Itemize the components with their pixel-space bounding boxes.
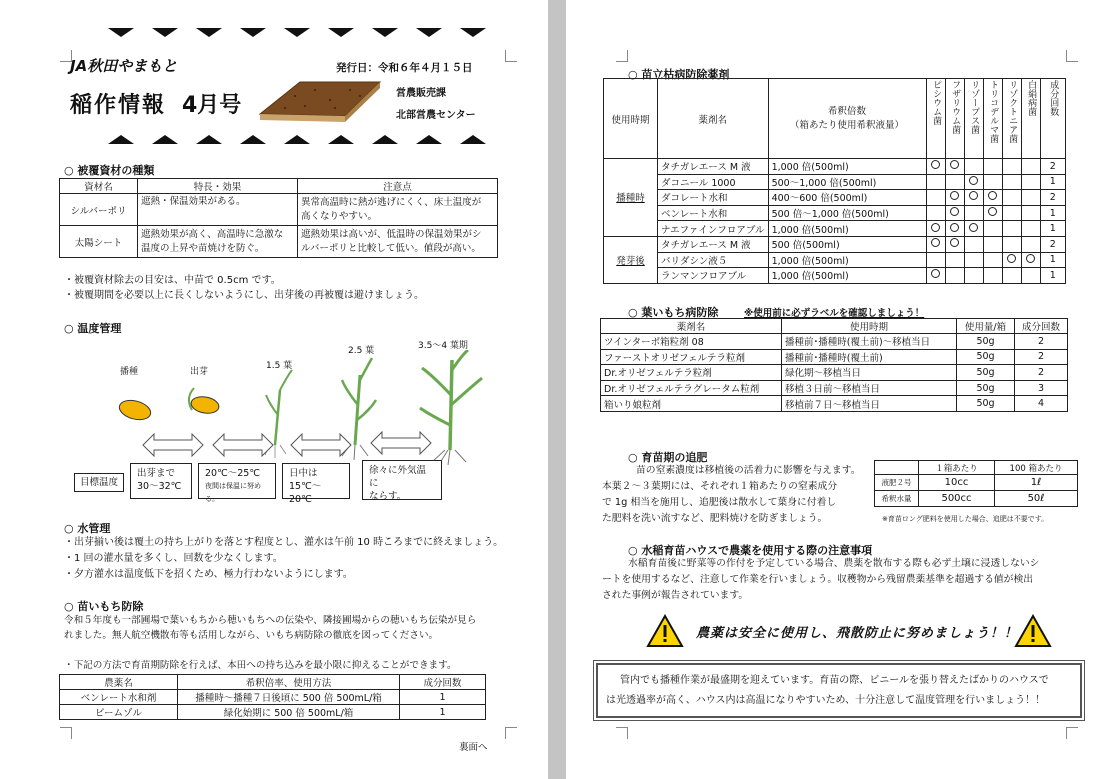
table-row: 太陽シート 遮熱効果が高く、高温時に急激な 温度の上昇や苗焼けを防ぐ。 遮熱効果は高いが、低温時の保温効果がシ ルバーポリと比較して低い。値段が高い。 bbox=[60, 226, 498, 258]
dept-sales: 営農販売課 bbox=[396, 88, 446, 99]
topdress-table: １箱あたり 100 箱あたり 液肥２号 10cc 1ℓ 希釈水量 500cc 50ℓ bbox=[874, 460, 1078, 507]
bottom-notice: 管内でも播種作業が最盛期を迎えています。育苗の際、ビニールを張り替えたばかりのハウスで は光透過率が高く、ハウス内は高温になりやすいため、十分注意して温度管理を行いましょう！！ bbox=[596, 663, 1082, 718]
page-front bbox=[0, 0, 548, 779]
label-warning: ※使用前に必ずラベルを確認しましょう！ bbox=[744, 308, 925, 319]
table-row: シルバーポリ 遮熱・保温効果がある。 異常高温時に熱が逃げにくく、床土温度が 高くなりやすい。 bbox=[60, 194, 498, 226]
target-temp-label: 目標温度 bbox=[74, 473, 124, 492]
section-heading-topdress: ○ 育苗期の追肥 bbox=[628, 451, 708, 464]
efficacy-mark bbox=[969, 223, 978, 232]
efficacy-mark bbox=[988, 191, 997, 200]
table-header: 注意点 bbox=[298, 179, 498, 194]
crop-mark bbox=[616, 727, 628, 739]
section-heading-house: ○ 水稲育苗ハウスで農薬を使用する際の注意事項 bbox=[628, 544, 873, 557]
table-row: ダコニール 1000 500〜1,000 倍(500ml) 1 bbox=[604, 174, 1066, 190]
efficacy-mark bbox=[950, 223, 959, 232]
efficacy-mark bbox=[931, 223, 940, 232]
section-heading-temperature: ○ 温度管理 bbox=[64, 322, 122, 335]
target-temp-box: 出芽まで 30〜32℃ bbox=[130, 463, 192, 499]
section-heading-leaf-blast: ○ 葉いもち病防除 bbox=[628, 306, 719, 319]
table-row: ツインターボ箱粒剤 08 播種前･播種時(覆土前)〜移植当日 50g 2 bbox=[601, 334, 1068, 350]
water-line: ・夕方灌水は温度低下を招くため、極力行わないようにします。 bbox=[64, 569, 353, 580]
section-heading-seedling-blast: ○ 苗いもち防除 bbox=[64, 600, 144, 613]
covering-note: ・被覆期間を必要以上に長くしないようにし、出芽後の再被覆は避けましょう。 bbox=[64, 290, 424, 301]
efficacy-mark bbox=[950, 238, 959, 247]
section-heading-covering: ○ 被覆資材の種類 bbox=[64, 164, 155, 177]
table-row: Dr.オリゼフェルテラグレータム粒剤 移植３日前〜移植当日 50g 3 bbox=[601, 380, 1068, 396]
table-row: 箱いり娘粒剤 移植前７日〜移植当日 50g 4 bbox=[601, 396, 1068, 412]
efficacy-mark bbox=[931, 160, 940, 169]
water-line: ・1 回の灌水量を多くし、回数を少なくします。 bbox=[64, 553, 283, 564]
table-row: 液肥２号 10cc 1ℓ bbox=[875, 475, 1078, 491]
target-temp-box: 日中は 15℃〜20℃ bbox=[282, 463, 350, 499]
header-border-bottom bbox=[108, 135, 486, 145]
stage-label: 2.5 葉 bbox=[348, 346, 375, 356]
table-row: ベンレート水和剤 播種時〜播種７日後頃に 500 倍 500mL/箱 1 bbox=[60, 690, 486, 705]
header-border-top bbox=[108, 28, 486, 38]
covering-table bbox=[59, 178, 498, 258]
growth-arrow bbox=[290, 433, 352, 457]
efficacy-mark bbox=[969, 176, 978, 185]
crop-mark bbox=[1066, 50, 1078, 62]
timing-cell: 播種時 bbox=[604, 159, 658, 237]
covering-note: ・被覆資材除去の目安は、中苗で 0.5cm です。 bbox=[64, 275, 281, 286]
table-row: 発芽後 タチガレエース M 液 500 倍(500ml) 2 bbox=[604, 236, 1066, 252]
next-page-note: 裏面へ bbox=[459, 742, 488, 753]
caution-message: 農薬は安全に使用し、飛散防止に努めましょう！！ bbox=[696, 626, 1019, 641]
dept-center: 北部営農センター bbox=[396, 110, 476, 121]
efficacy-mark bbox=[1007, 254, 1016, 263]
table-row: バリダシン液５ 1,000 倍(500ml) 1 bbox=[604, 252, 1066, 268]
warning-icon bbox=[646, 614, 684, 648]
blast-line: 令和５年度も一部圃場で葉いもちから穂いもちへの伝染や、隣接圃場からの穂いもち伝染が見ら bbox=[64, 615, 477, 626]
efficacy-mark bbox=[988, 207, 997, 216]
topdress-note: ※育苗ロング肥料を使用した場合、追肥は不要です。 bbox=[882, 515, 1049, 523]
efficacy-mark bbox=[950, 207, 959, 216]
seedling-tray-illustration bbox=[255, 76, 385, 126]
blast-line: れました。無人航空機散布等も活用しながら、いもち病防除の徹底を図ってください。 bbox=[64, 630, 439, 641]
crop-mark bbox=[505, 50, 517, 62]
crop-mark bbox=[616, 50, 628, 62]
issue-label: 4月号 bbox=[182, 93, 242, 118]
table-row: Dr.オリゼフェルテラ粒剤 緑化期〜移植当日 50g 2 bbox=[601, 365, 1068, 381]
blast-note: ・下記の方法で育苗期防除を行えば、本田への持ち込みを最小限に抑えることができます。 bbox=[64, 660, 457, 671]
efficacy-mark bbox=[950, 191, 959, 200]
efficacy-mark bbox=[969, 191, 978, 200]
stage-label: 3.5〜4 葉期 bbox=[418, 341, 468, 351]
table-row: ナエファインフロアブル 1,000 倍(500ml) 1 bbox=[604, 221, 1066, 237]
growth-arrow bbox=[370, 431, 432, 455]
stage-label: 1.5 葉 bbox=[266, 361, 293, 371]
crop-mark bbox=[1066, 727, 1078, 739]
org-name: JA秋田やまもと bbox=[70, 57, 178, 75]
seedling-blast-table: 農薬名 希釈倍率、使用方法 成分回数 ベンレート水和剤 播種時〜播種７日後頃に 500 倍 500mL/箱 1 ビームゾル 緑化始期に 500 倍 500mL/箱 1 bbox=[59, 674, 486, 720]
crop-mark bbox=[60, 727, 72, 739]
damping-off-table: 使用時期 薬剤名 希釈倍数 （箱あたり使用希釈液量） ピシウム菌 フザリウム菌 リゾープス菌 トリコデルマ菌 リゾクトニア菌 白絹病菌 成分回数 播種時 タチガレエース M 液 1,000 倍(500ml) 2 ダコニール 1000 500〜1,000 倍(500ml) 1 ダコレート水和 400〜600 倍(500ml) 2 ベンレート水和 500 倍〜1,000 倍(500ml) 1 ナエファインフロアブル 1,000 倍(500ml) 1 発芽後 タチガレエース M 液 500 倍(500ml) 2 バリダシン液５ 1,000 倍(500ml) 1 ランマンフロアブル 1,000 倍(500ml) 1 bbox=[603, 78, 1066, 284]
efficacy-mark bbox=[950, 160, 959, 169]
leaf-blast-table: 薬剤名 使用時期 使用量/箱 成分回数 ツインターボ箱粒剤 08 播種前･播種時(覆土前)〜移植当日 50g 2 ファーストオリゼフェルテラ粒剤 播種前･播種時(覆土前) 50g 2 Dr.オリゼフェルテラ粒剤 緑化期〜移植当日 50g 2 Dr.オリゼフェルテラグレータム粒剤 移植３日前〜移植当日 50g 3 箱いり娘粒剤 移植前７日〜移植当日 50g 4 bbox=[600, 318, 1068, 412]
table-row: ベンレート水和 500 倍〜1,000 倍(500ml) 1 bbox=[604, 205, 1066, 221]
newsletter-title: 稲作情報 bbox=[70, 93, 167, 118]
warning-icon bbox=[1014, 614, 1052, 648]
growth-arrow bbox=[212, 433, 274, 457]
table-row: 希釈水量 500cc 50ℓ bbox=[875, 491, 1078, 507]
table-row: ランマンフロアブル 1,000 倍(500ml) 1 bbox=[604, 268, 1066, 284]
page-back: ○ 苗立枯病防除薬剤 使用時期 薬剤名 希釈倍数 （箱あたり使用希釈液量） ピシウム菌 フザリウム菌 リゾープス菌 トリコデルマ菌 リゾクトニア菌 白絹病菌 成分回数 播種時 タチガレエース M 液 1,000 倍(500ml) 2 ダコニール 1000 500〜1,000 倍(500ml) 1 ダコレート水和 400〜600 倍(500ml) 2 ベンレート水和 500 倍〜1,000 倍(500ml) 1 ナエファインフロアブル 1,000 倍(500ml) 1 発芽後 タチガレエース M 液 500 倍(500ml) 2 バリダシン液５ 1,000 倍(500ml) 1 ランマンフロアブル 1,000 倍(500ml) 1 ○ 葉いもち病防除 ※使用前に必ずラベルを確認しましょう！ 薬剤名 使用時期 使用量/箱 成分回数 ツインターボ箱粒剤 08 播種前･播種時(覆土前)〜移植当日 50g 2 ファーストオリゼフェルテラ粒剤 播種前･播種時(覆土前) 50g 2 Dr.オリゼフェルテラ粒剤 緑化期〜移植当日 50g 2 Dr.オリゼフェルテラグレータム粒剤 移植３日前〜移植当日 50g 3 箱いり娘粒剤 移植前７日〜移植当日 50g 4 ○ 育苗期の追肥 苗の窒素濃度は移植後の活着力に影響を与えます。 本葉２〜３葉期には、それぞれ１箱あたりの窒素成分 で 1g 相当を施用し、追肥後は散水して葉身に付着し た肥料を洗い流すなど、肥料焼けを防ぎましょう。 １箱あたり 100 箱あたり 液肥２号 10cc 1ℓ 希釈水量 500cc 50ℓ ※育苗ロング肥料を使用した場合、追肥は不要です。 ○ 水稲育苗ハウスで農薬を使用する際の注意事項 水稲育苗後に野菜等の作付を予定している場合、農薬を散布する際も必ず土壌に浸透しないシ ートを使用するなど、注意して作業を行いましょう。収穫物から残留農薬基準を超過する値が検出 された事例が報告されています。 農薬は安全に使用し、飛散防止に努めましょう！！ 管内でも播種作業が最盛期を迎えています。育苗の際、ビニールを張り替えたばかりのハウスで は光透過率が高く、ハウス内は高温になりやすいため、十分注意して温度管理を行いましょう！！ bbox=[566, 0, 1116, 779]
table-row: ダコレート水和 400〜600 倍(500ml) 2 bbox=[604, 190, 1066, 206]
section-heading-damping-off: ○ 苗立枯病防除薬剤 bbox=[628, 68, 730, 81]
target-temp-box: 徐々に外気温に ならす。 bbox=[362, 460, 442, 500]
crop-mark bbox=[505, 727, 517, 739]
water-line: ・出芽揃い後は覆土の持ち上がりを落とす程度とし、灌水は午前 10 時ころまでに終えましょう。 bbox=[64, 537, 504, 548]
target-temp-box: 20℃〜25℃ 夜間は保温に努める。 bbox=[198, 463, 276, 499]
efficacy-mark bbox=[931, 269, 940, 278]
growth-arrow bbox=[142, 433, 204, 457]
table-header: 特長・効果 bbox=[138, 179, 298, 194]
efficacy-mark bbox=[1026, 254, 1035, 263]
issue-date: 発行日：令和６年４月１５日 bbox=[336, 62, 473, 74]
timing-cell: 発芽後 bbox=[604, 236, 658, 283]
table-row: ファーストオリゼフェルテラ粒剤 播種前･播種時(覆土前) 50g 2 bbox=[601, 349, 1068, 365]
table-header: 資材名 bbox=[60, 179, 138, 194]
table-row: ビームゾル 緑化始期に 500 倍 500mL/箱 1 bbox=[60, 705, 486, 720]
stage-label: 播種 bbox=[120, 367, 139, 377]
efficacy-mark bbox=[931, 238, 940, 247]
stage-label: 出芽 bbox=[190, 367, 209, 377]
table-row: 播種時 タチガレエース M 液 1,000 倍(500ml) 2 bbox=[604, 159, 1066, 175]
section-heading-water: ○ 水管理 bbox=[64, 522, 111, 535]
